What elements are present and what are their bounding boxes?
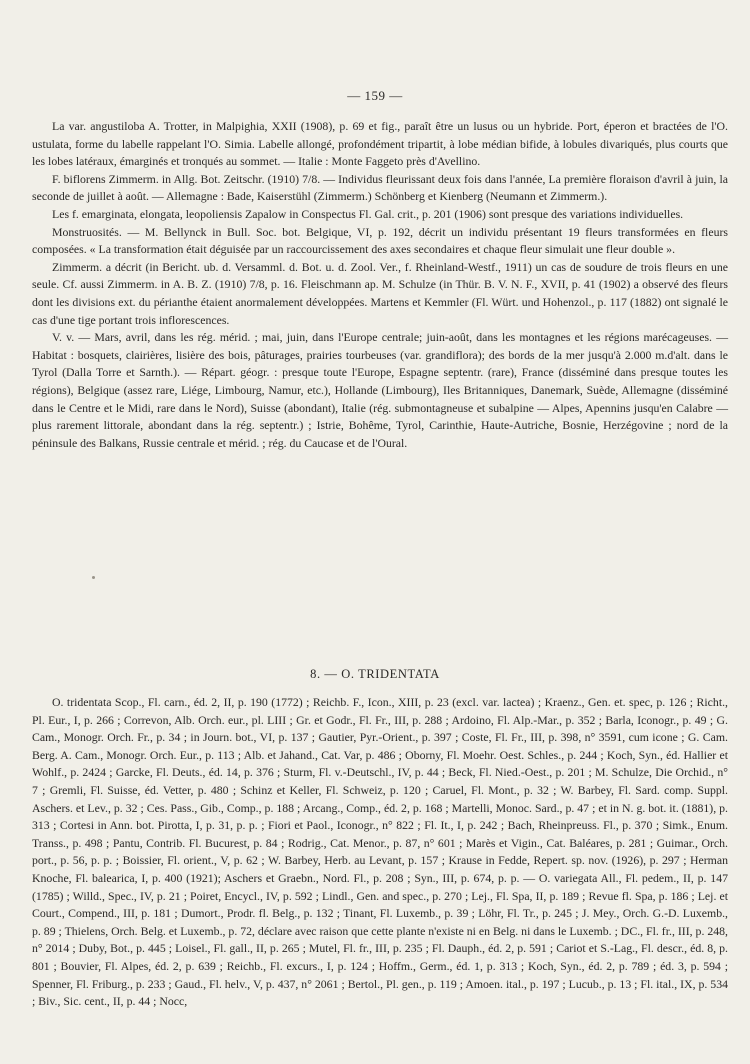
- paragraph-distribution: V. v. — Mars, avril, dans les rég. mérid. ; mai, juin, dans l'Europe centrale; juin-août, dans les montagnes et les régions marécageuses. — Habitat : bosquets, clairières, lisière des bois, pâturages, prairies tourbeuses (var. grandiflora); des bords de la mer jusqu'à 2.000 m.d'alt. dans le Tyrol (Dalla Torre et Sarnth.). — Répart. géogr. : presque toute l'Europe, Espagne septentr. (rare), France (disséminé dans presque toutes les régions), Belgique (assez rare, Liége, Limbourg, Namur, etc.), Hollande (Limbourg), Iles Britanniques, Danemark, Suède, Allemagne (disséminé dans le Centre et le Midi, rare dans le Nord), Suisse (abondant), Italie (rég. submontagneuse et subalpine — Alpes, Apennins jusqu'en Calabre — plus rarement littorale, abondant dans la rég. septentr.) ; Istrie, Bohême, Tyrol, Carinthie, Haute-Autriche, Bosnie, Herzégovine ; nord de la péninsule des Balkans, Russie centrale et mérid. ; rég. du Caucase et de l'Oural.: [32, 330, 728, 450]
- page-number: — 159 —: [347, 88, 403, 103]
- text-block-bottom: [32, 694, 728, 1011]
- paragraph-synonymy: O. tridentata Scop., Fl. carn., éd. 2, II, p. 190 (1772) ; Reichb. F., Icon., XIII, p. 23 (excl. var. lactea) ; Kraenz., Gen. et. spec, p. 126 ; Richt., Pl. Eur., I, p. 266 ; Correvon, Alb. Orch. eur., pl. LIII ; Gr. et Godr., Fl. Fr., III, p. 288 ; Ardoino, Fl. Alp.-Mar., p. 352 ; Barla, Iconogr., p. 49 ; G. Cam., Monogr. Orch. Fr., p. 34 ; in Journ. bot., VI, p. 137 ; Gautier, Pyr.-Orient., p. 397 ; Coste, Fl. Fr., III, p. 398, n° 3591, cum icone ; G. Cam. Berg. A. Cam., Monogr. Orch. Eur., p. 113 ; Alb. et Jahand., Cat. Var, p. 486 ; Oborny, Fl. Moehr. Oest. Schles., p. 244 ; Koch, Syn., éd. Hallier et Wohlf., p. 2424 ; Garcke, Fl. Deuts., éd. 14, p. 376 ; Sturm, Fl. v.-Deutschl., IV, p. 44 ; Beck, Fl. Nied.-Oest., p. 201 ; M. Schulze, Die Orchid., n° 7 ; Gremli, Fl. Suisse, éd. Vetter, p. 480 ; Schinz et Keller, Fl. Schweiz, p. 120 ; Caruel, Fl. Mont., p. 32 ; W. Barbey, Fl. Sard. comp. Suppl. Aschers. et Lev., p. 32 ; Ces. Pass., Gib., Comp., p. 188 ; Arcang., Comp., éd. 2, p. 168 ; Martelli, Monoc. Sard., p. 47 ; et in N. g. bot. it. (1881), p. 313 ; Cortesi in Ann. bot. Pirotta, I, p. 31, p. p. ; Fiori et Paol., Iconogr., n° 822 ; Fl. It., I, p. 242 ; Bach, Rheinpreuss. Fl., p. 370 ; Simk., Enum. Transs., p. 498 ; Pantu, Contrib. Fl. Bucurest, p. 84 ; Rodrig., Cat. Menor., p. 87, n° 601 ; Marès et Vigin., Cat. Baléares, p. 281 ; Guimar., Orch. port., p. 56, p. p. ; Boissier, Fl. orient., V, p. 62 ; W. Barbey, Herb. au Levant, p. 157 ; Krause in Fedde, Repert. sp. nov. (1926), p. 297 ; Herman Knoche, Fl. balearica, I, p. 400 (1921); Aschers et Graebn., Nord. Fl., p. 208 ; Syn., III, p. 674, p. p. — O. variegata All., Fl. pedem., II, p. 147 (1785) ; Willd., Spec., IV, p. 21 ; Poiret, Encycl., IV, p. 592 ; Lindl., Gen. and spec., p. 270 ; Lej., Fl. Spa, II, p. 189 ; Revue fl. Spa, p. 186 ; Lej. et Court., Compend., III, p. 181 ; Dumort., Prodr. fl. Belg., p. 132 ; Tinant, Fl. Luxemb., p. 39 ; Löhr, Fl. Tr., p. 245 ; J. Mey., Orch. G.-D. Luxemb., p. 89 ; Thielens, Orch. Belg. et Luxemb., p. 72, déclare avec raison que cette plante n'existe ni en Belg. ni dans le Luxemb. ; DC., Fl. fr., III, p. 248, n° 2014 ; Duby, Bot., p. 445 ; Loisel., Fl. gall., II, p. 265 ; Mutel, Fl. fr., III, p. 235 ; Fl. Dauph., éd. 2, p. 591 ; Cariot et S.-Lag., Fl. descr., éd. 8, p. 801 ; Bouvier, Fl. Alpes, éd. 2, p. 639 ; Reichb., Fl. excurs., I, p. 124 ; Hoffm., Germ., éd. 1, p. 313 ; Koch, Syn., éd. 2, p. 789 ; éd. 3, p. 594 ; Spenner, Fl. Friburg., p. 233 ; Gaud., Fl. helv., V, p. 437, n° 2061 ; Bertol., Pl. gen., p. 119 ; Amoen. ital., p. 197 ; Lucub., p. 13 ; Fl. ital., IX, p. 534 ; Biv., Sic. cent., II, p. 44 ; Nocc,: [32, 695, 728, 1009]
- paragraph-f-biflorens: F. biflorens Zimmerm. in Allg. Bot. Zeitschr. (1910) 7/8. — Individus fleurissant deux fois dans l'année, La première floraison d'avril à juin, la seconde de juillet à août. — Allemagne : Bade, Kaiserstühl (Zimmerm.) Schönberg et Kienberg (Neumann et Zimmerm.).: [32, 171, 728, 204]
- section-heading: 8. — O. TRIDENTATA: [310, 667, 440, 681]
- paragraph-forms: Les f. emarginata, elongata, leopoliensis Zapalow in Conspectus Fl. Gal. crit., p. 201 (1906) sont presque des variations individuelles.: [52, 206, 684, 221]
- paragraph-zimmerm: Zimmerm. a décrit (in Bericht. ub. d. Versamml. d. Bot. u. d. Zool. Ver., f. Rheinland-Westf., 1911) un cas de soudure de trois fleurs en une seule. Cf. aussi Zimmerm. in A. B. Z. (1910) 7/8, p. 16. Fleischmann ap. M. Schulze (in Thür. B. V. N. F., XVII, p. 41 (1902) a observé des fleurs dont les divisions ext. du périanthe étaient anormalement développées. Martens et Kemmler (Fl. Würt. und Hohenzol., p. 117 (1882) ont signalé le cas d'une tige portant trois inflorescences.: [32, 259, 728, 327]
- paragraph-var-angustiloba: La var. angustiloba A. Trotter, in Malpighia, XXII (1908), p. 69 et fig., paraît être un lusus ou un hybride. Port, éperon et bractées de l'O. ustulata, forme du labelle rappelant l'O. Simia. Labelle allongé, profondément tripartit, à lobe médian bifide, à lobules divariqués, plus courts que les lobes latéraux, émarginés et tronqués au sommet. — Italie : Monte Faggeto près d'Avellino.: [32, 119, 728, 169]
- paragraph-monstruosites: Monstruosités. — M. Bellynck in Bull. Soc. bot. Belgique, VI, p. 192, décrit un individu présentant 19 fleurs transformées en fleurs composées. « La transformation était déguisée par un raccourcissement des axes secondaires et chaque fleur simulait une fleur double ».: [32, 224, 728, 257]
- paper-speck: [92, 576, 95, 579]
- text-block-top: [32, 118, 728, 452]
